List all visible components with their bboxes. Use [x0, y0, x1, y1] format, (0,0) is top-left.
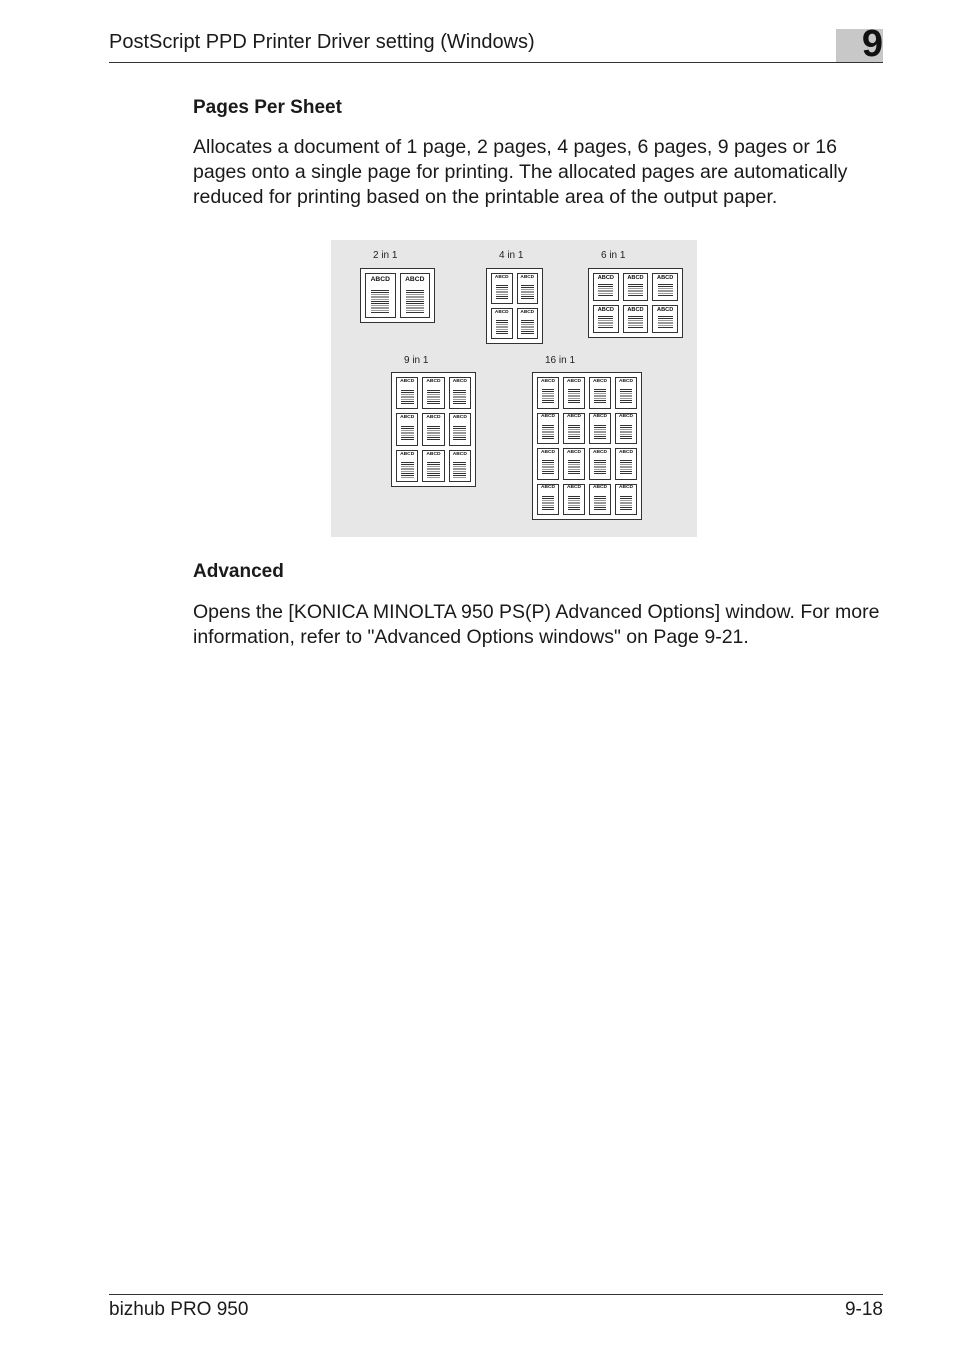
mini-page-text-lines: [620, 389, 633, 404]
mini-page-text-lines: [628, 316, 643, 329]
mini-page-caption: ABCD: [567, 378, 581, 384]
footer-product: bizhub PRO 950: [109, 1299, 249, 1320]
mini-page-text-lines: [453, 426, 466, 441]
mini-page-text-lines: [594, 496, 607, 511]
mini-page: [615, 413, 637, 445]
layout-sheet-2in1: [360, 268, 435, 323]
advanced-heading: Advanced: [193, 561, 284, 582]
mini-page: [537, 377, 559, 409]
mini-page-caption: ABCD: [400, 415, 415, 421]
mini-page: [517, 273, 539, 304]
mini-page-text-lines: [542, 460, 555, 475]
mini-page: [589, 413, 611, 445]
layout-label-4in1: 4 in 1: [499, 250, 524, 261]
mini-page-text-lines: [568, 496, 581, 511]
mini-page-text-lines: [568, 460, 581, 475]
mini-page-caption: ABCD: [619, 485, 633, 491]
mini-page-text-lines: [568, 389, 581, 404]
mini-page: [491, 273, 513, 304]
mini-page-caption: ABCD: [452, 415, 467, 421]
mini-page: [563, 448, 585, 480]
mini-page-caption: ABCD: [541, 485, 555, 491]
advanced-description: Opens the [KONICA MINOLTA 950 PS(P) Advanced Options] window. For more information, refer to "Advanced Options windows" on Page 9-21.: [193, 601, 880, 648]
mini-page-caption: ABCD: [619, 414, 633, 420]
mini-page: [593, 305, 619, 333]
mini-page: [563, 413, 585, 445]
mini-page-text-lines: [542, 425, 555, 440]
mini-page: [615, 484, 637, 516]
mini-page: [517, 308, 539, 339]
mini-page: [396, 413, 418, 445]
footer-page-number: 9-18: [844, 1299, 883, 1320]
pages-per-sheet-illustration: [331, 240, 697, 537]
mini-page: [491, 308, 513, 339]
layout-sheet-4in1: [486, 268, 543, 344]
layout-sheet-16in1: [532, 372, 642, 520]
mini-page: [589, 377, 611, 409]
mini-page-text-lines: [620, 460, 633, 475]
mini-page: [563, 377, 585, 409]
mini-page-text-lines: [453, 462, 466, 477]
mini-page-text-lines: [521, 320, 534, 335]
mini-page-text-lines: [628, 284, 643, 297]
layout-label-2in1: 2 in 1: [373, 250, 398, 261]
layout-sheet-6in1: [588, 268, 683, 338]
mini-page-caption: ABCD: [593, 485, 607, 491]
mini-page: [422, 450, 444, 482]
mini-page: [563, 484, 585, 516]
mini-page: [422, 377, 444, 409]
mini-page: [396, 377, 418, 409]
mini-page-caption: ABCD: [627, 274, 644, 281]
mini-page-text-lines: [453, 390, 466, 405]
layout-label-6in1: 6 in 1: [601, 250, 626, 261]
mini-page-caption: ABCD: [593, 414, 607, 420]
mini-page-caption: ABCD: [657, 274, 674, 281]
layout-label-9in1: 9 in 1: [404, 355, 429, 366]
mini-page-caption: ABCD: [657, 306, 674, 313]
mini-page: [615, 377, 637, 409]
mini-page: [589, 484, 611, 516]
mini-page-text-lines: [401, 426, 414, 441]
layout-sheet-9in1: [391, 372, 476, 487]
mini-page-caption: ABCD: [520, 274, 535, 280]
mini-page-text-lines: [658, 316, 673, 329]
pages-per-sheet-heading: Pages Per Sheet: [193, 97, 342, 118]
mini-page-caption: ABCD: [400, 378, 415, 384]
chapter-number: 9: [861, 23, 883, 65]
mini-page-text-lines: [658, 284, 673, 297]
mini-page-text-lines: [427, 462, 440, 477]
mini-page-text-lines: [427, 390, 440, 405]
mini-page-text-lines: [406, 290, 424, 312]
mini-page-caption: ABCD: [593, 378, 607, 384]
mini-page: [652, 273, 678, 301]
mini-page-caption: ABCD: [452, 378, 467, 384]
mini-page-text-lines: [568, 425, 581, 440]
mini-page-text-lines: [521, 285, 534, 300]
mini-page-caption: ABCD: [426, 415, 441, 421]
mini-page-text-lines: [496, 285, 509, 300]
footer-divider: [109, 1294, 883, 1295]
mini-page-text-lines: [542, 389, 555, 404]
mini-page-text-lines: [598, 316, 613, 329]
mini-page-caption: ABCD: [567, 449, 581, 455]
mini-page-text-lines: [620, 496, 633, 511]
mini-page-caption: ABCD: [405, 275, 425, 283]
pages-per-sheet-description: Allocates a document of 1 page, 2 pages, 4 pages, 6 pages, 9 pages or 16 pages onto a single page for printing. The allocated pages are automatically reduced for printing based on the printable area of the output paper.: [193, 136, 848, 208]
mini-page: [537, 484, 559, 516]
mini-page-caption: ABCD: [452, 451, 467, 457]
mini-page-caption: ABCD: [494, 274, 509, 280]
mini-page-caption: ABCD: [597, 274, 614, 281]
mini-page-text-lines: [594, 425, 607, 440]
mini-page-text-lines: [496, 320, 509, 335]
mini-page-caption: ABCD: [400, 451, 415, 457]
mini-page: [422, 413, 444, 445]
mini-page-caption: ABCD: [541, 414, 555, 420]
mini-page-text-lines: [401, 390, 414, 405]
mini-page: [449, 413, 471, 445]
mini-page-caption: ABCD: [426, 378, 441, 384]
mini-page-caption: ABCD: [370, 275, 390, 283]
mini-page-text-lines: [620, 425, 633, 440]
mini-page-caption: ABCD: [520, 309, 535, 315]
mini-page-text-lines: [598, 284, 613, 297]
mini-page-caption: ABCD: [567, 485, 581, 491]
mini-page-text-lines: [594, 389, 607, 404]
mini-page: [365, 273, 396, 318]
mini-page-caption: ABCD: [541, 449, 555, 455]
mini-page: [449, 377, 471, 409]
mini-page: [589, 448, 611, 480]
mini-page-caption: ABCD: [541, 378, 555, 384]
mini-page: [623, 305, 649, 333]
mini-page: [449, 450, 471, 482]
mini-page: [652, 305, 678, 333]
mini-page-caption: ABCD: [619, 449, 633, 455]
mini-page: [623, 273, 649, 301]
mini-page: [400, 273, 431, 318]
mini-page: [537, 448, 559, 480]
mini-page: [537, 413, 559, 445]
mini-page-caption: ABCD: [567, 414, 581, 420]
mini-page-text-lines: [401, 462, 414, 477]
mini-page-text-lines: [427, 426, 440, 441]
mini-page-caption: ABCD: [619, 378, 633, 384]
running-header-title: PostScript PPD Printer Driver setting (Windows): [109, 31, 535, 53]
mini-page: [593, 273, 619, 301]
mini-page-caption: ABCD: [627, 306, 644, 313]
mini-page-caption: ABCD: [593, 449, 607, 455]
mini-page: [396, 450, 418, 482]
mini-page-text-lines: [594, 460, 607, 475]
header-divider: [109, 62, 883, 63]
mini-page-caption: ABCD: [597, 306, 614, 313]
mini-page-text-lines: [371, 290, 389, 312]
layout-label-16in1: 16 in 1: [545, 355, 576, 366]
mini-page-text-lines: [542, 496, 555, 511]
mini-page-caption: ABCD: [426, 451, 441, 457]
mini-page-caption: ABCD: [494, 309, 509, 315]
mini-page: [615, 448, 637, 480]
